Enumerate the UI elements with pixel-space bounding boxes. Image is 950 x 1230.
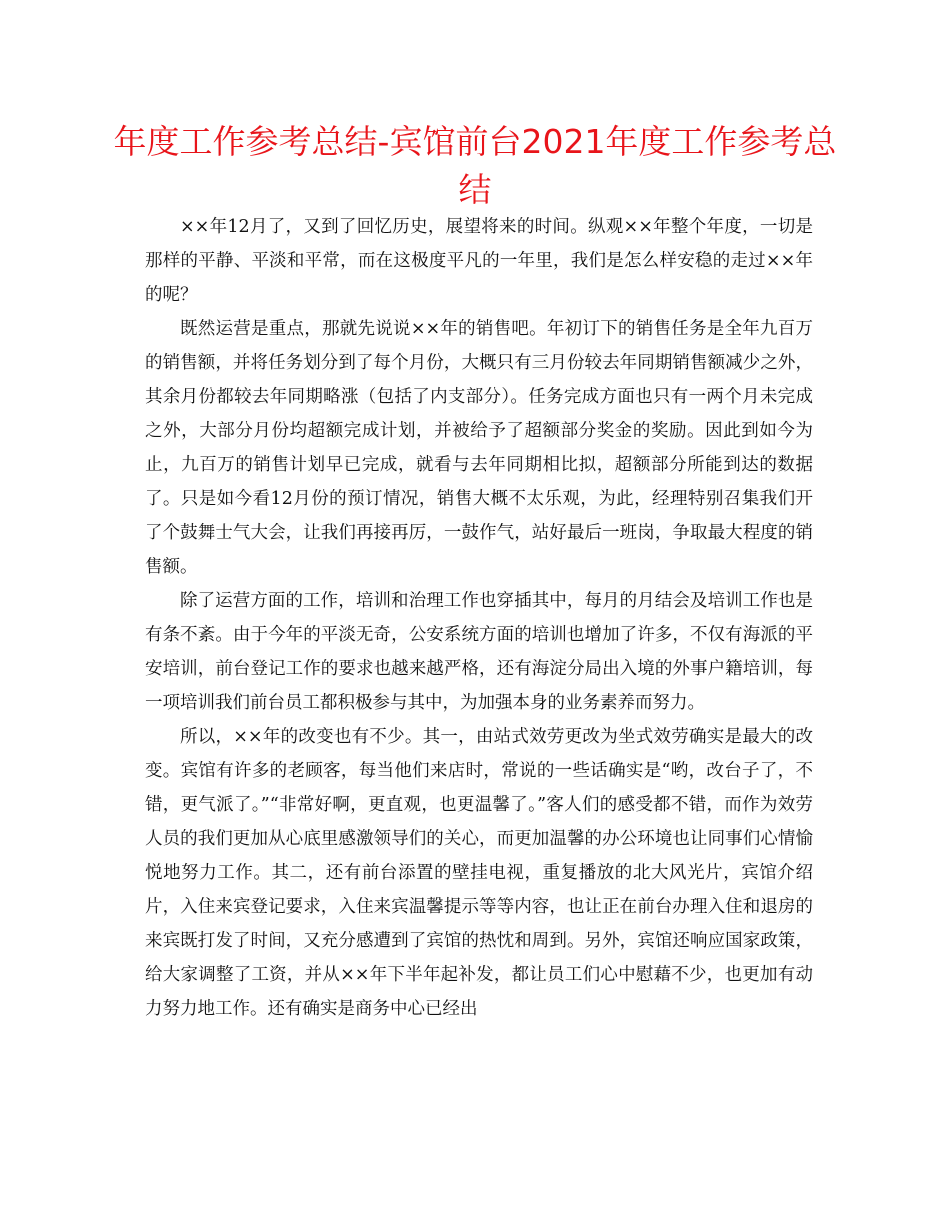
paragraph: 除了运营方面的工作，培训和治理工作也穿插其中，每月的月结会及培训工作也是有条不紊。由于今年的平淡无奇，公安系统方面的培训也增加了许多，不仅有海派的平安培训，前台登记工作的要求也越来越严格，还有海淀分局出入境的外事户籍培训，每一项培训我们前台员工都积极参与其中，为加强本身的业务素养而努力。	[145, 591, 813, 713]
document-title: 年度工作参考总结-宾馆前台2021年度工作参考总结	[113, 122, 837, 209]
paragraph: 所以，××年的改变也有不少。其一，由站式效劳更改为坐式效劳确实是最大的改变。宾馆有许多的老顾客，每当他们来店时，常说的一些话确实是“哟，改台子了，不错，更气派了。”“非常好啊，更直观，也更温馨了。”客人们的感受都不错，而作为效劳人员的我们更加从心底里感激领导们的关心，而更加温馨的办公环境也让同事们心情愉悦地努力工作。其二，还有前台添置的壁挂电视，重复播放的北大风光片，宾馆介绍片，入住来宾登记要求，入住来宾温馨提示等等内容，也让正在前台办理入住和退房的来宾既打发了时间，又充分感遭到了宾馆的热忱和周到。另外，宾馆还响应国家政策，给大家调整了工资，并从××年下半年起补发，都让员工们心中慰藉不少，也更加有动力努力地工作。还有确实是商务中心已经出	[145, 727, 813, 1019]
paragraph: 既然运营是重点，那就先说说××年的销售吧。年初订下的销售任务是全年九百万的销售额，并将任务划分到了每个月份，大概只有三月份较去年同期销售额减少之外，其余月份都较去年同期略涨（包括了内支部分）。任务完成方面也只有一两个月未完成之外，大部分月份均超额完成计划，并被给予了超额部分奖金的奖励。因此到如今为止，九百万的销售计划早已完成，就看与去年同期相比拟，超额部分所能到达的数据了。只是如今看12月份的预订情况，销售大概不太乐观，为此，经理特别召集我们开了个鼓舞士气大会，让我们再接再厉，一鼓作气，站好最后一班岗，争取最大程度的销售额。	[145, 319, 813, 577]
paragraph: ××年12月了，又到了回忆历史，展望将来的时间。纵观××年整个年度，一切是那样的平静、平淡和平常，而在这极度平凡的一年里，我们是怎么样安稳的走过××年的呢？	[145, 217, 813, 305]
document-body	[145, 210, 813, 1026]
